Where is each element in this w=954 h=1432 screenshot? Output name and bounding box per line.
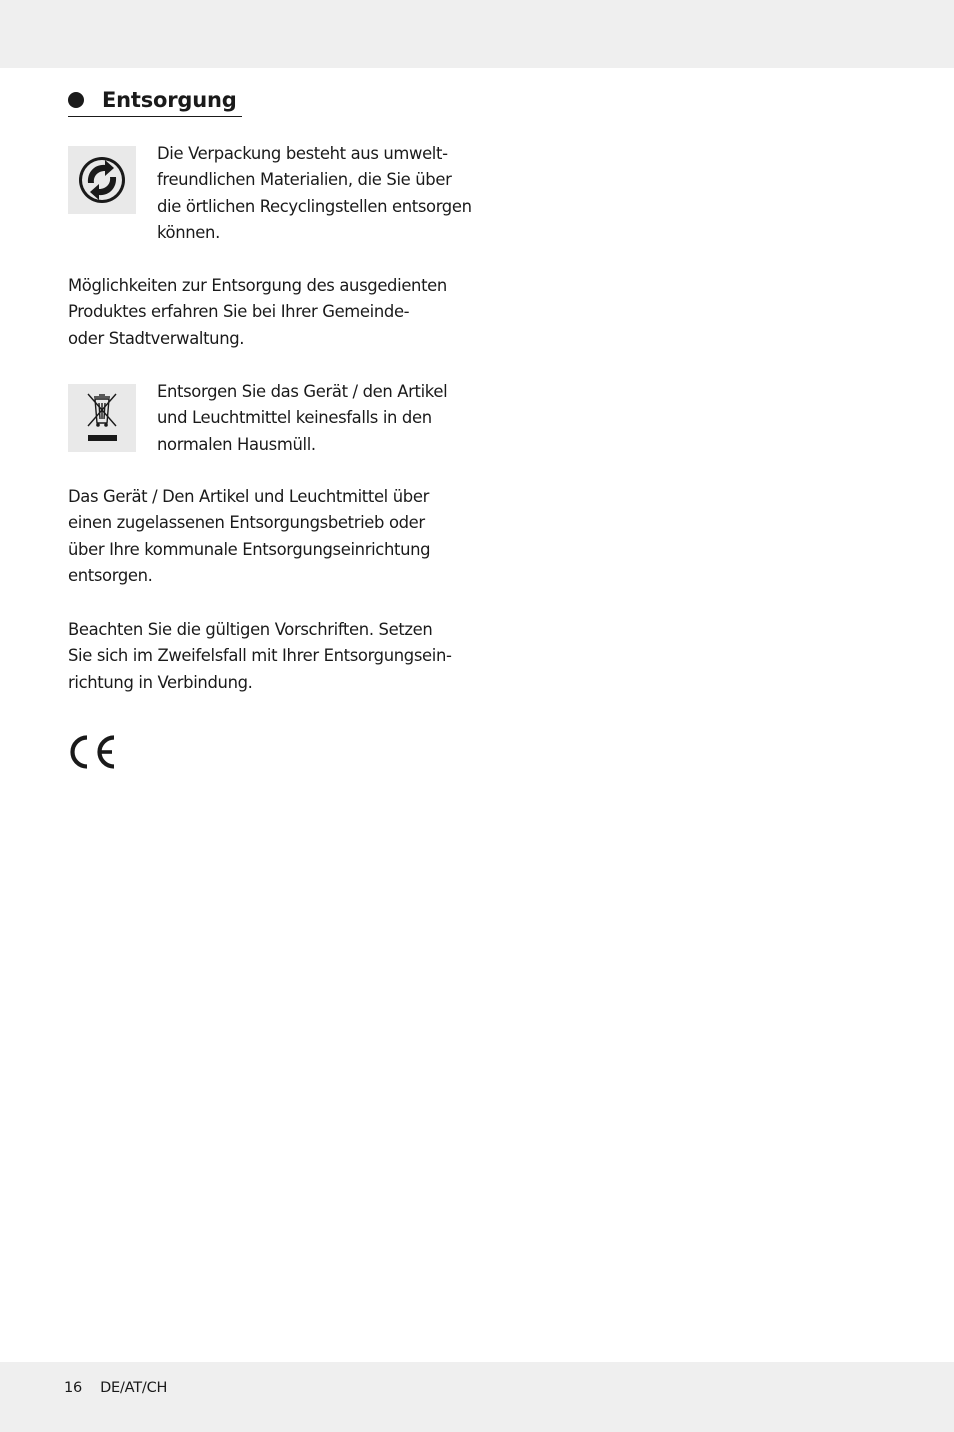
weee-paragraph: Entsorgen Sie das Gerät / den Artikel und Leuchtmittel keinesfalls in den normalen Hausmüll. bbox=[157, 382, 448, 454]
regulations-paragraph: Beachten Sie die gültigen Vorschriften. Setzen Sie sich im Zweifelsfall mit Ihrer Entsorgungsein- richtung in Verbindung. bbox=[68, 620, 452, 692]
section-heading bbox=[68, 84, 242, 117]
disposal-options-paragraph: Möglichkeiten zur Entsorgung des ausgedienten Produktes erfahren Sie bei Ihrer Gemeinde- oder Stadtverwaltung. bbox=[68, 276, 447, 348]
heading-bullet-icon bbox=[68, 92, 84, 108]
region-label: DE/AT/CH bbox=[100, 1380, 168, 1396]
disposal-paragraph: Das Gerät / Den Artikel und Leuchtmittel über einen zugelassenen Entsorgungsbetrieb oder über Ihre kommunale Entsorgungseinrichtung entsorgen. bbox=[68, 487, 431, 586]
green-dot-recycling-icon bbox=[68, 146, 136, 214]
page-footer-band bbox=[0, 1362, 954, 1432]
page-footer bbox=[64, 1380, 167, 1396]
ce-mark-icon bbox=[68, 734, 118, 770]
packaging-paragraph: Die Verpackung besteht aus umwelt- freundlichen Materialien, die Sie über die örtlichen Recyclingstellen entsorgen können. bbox=[157, 144, 472, 243]
page-number: 16 bbox=[64, 1380, 83, 1396]
section-title: Entsorgung bbox=[102, 88, 237, 112]
crossed-out-wheelie-bin-icon bbox=[68, 384, 136, 452]
page-header-band bbox=[0, 0, 954, 68]
